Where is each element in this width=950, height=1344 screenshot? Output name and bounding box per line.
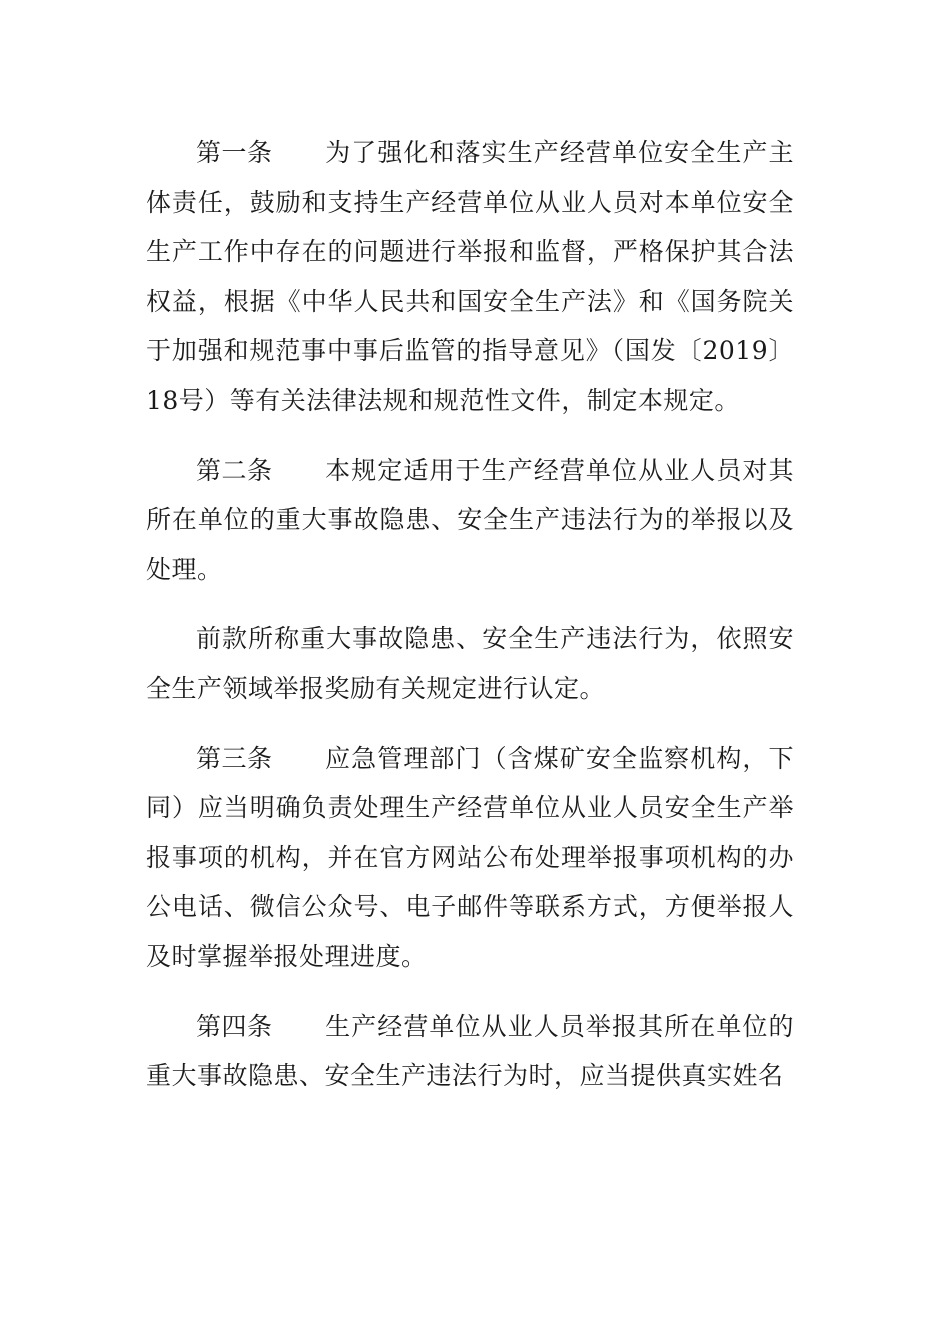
article-3-paragraph <box>146 734 794 982</box>
article-2-number: 第二条 <box>196 455 273 485</box>
article-1-paragraph <box>146 128 794 426</box>
article-2-clause-paragraph <box>146 614 794 713</box>
article-4-paragraph <box>146 1002 794 1101</box>
article-3-number: 第三条 <box>196 743 273 773</box>
article-1-number: 第一条 <box>196 138 273 167</box>
document-body <box>146 128 794 1121</box>
article-4-number: 第四条 <box>196 1011 273 1041</box>
article-4-text: 生产经营单位从业人员举报其所在单位的重大事故隐患、安全生产违法行为时，应当提供真实姓名 <box>146 1011 794 1091</box>
article-2-clause-text: 前款所称重大事故隐患、安全生产违法行为，依照安全生产领域举报奖励有关规定进行认定。 <box>146 624 794 703</box>
article-3-text: 应急管理部门（含煤矿安全监察机构，下同）应当明确负责处理生产经营单位从业人员安全生产举报事项的机构，并在官方网站公布处理举报事项机构的办公电话、微信公众号、电子邮件等联系方式，方便举报人及时掌握举报处理进度。 <box>146 743 794 971</box>
article-2-paragraph <box>146 446 794 595</box>
article-2-text: 本规定适用于生产经营单位从业人员对其所在单位的重大事故隐患、安全生产违法行为的举报以及处理。 <box>146 455 794 584</box>
article-1-text: 为了强化和落实生产经营单位安全生产主体责任，鼓励和支持生产经营单位从业人员对本单位安全生产工作中存在的问题进行举报和监督，严格保护其合法权益，根据《中华人民共和国安全生产法》和《国务院关于加强和规范事中事后监管的指导意见》（国发〔2019〕18号）等有关法律法规和规范性文件，制定本规定。 <box>146 138 794 415</box>
